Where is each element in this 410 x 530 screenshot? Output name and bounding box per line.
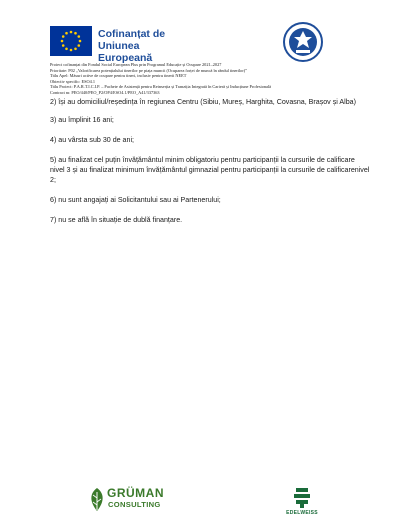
gruman-name: GRÜMAN xyxy=(107,486,164,500)
edelweiss-logo xyxy=(279,488,325,520)
edelweiss-name: EDELWEISS xyxy=(286,510,318,516)
criterion-7: 7) nu se află în situație de dublă finanțare. xyxy=(50,216,183,224)
gruman-subtitle: CONSULTING xyxy=(108,500,161,509)
eu-logo-text xyxy=(98,28,195,64)
eu-logo-line2: Uniunea Europeană xyxy=(98,40,153,64)
eligibility-criteria-list xyxy=(50,97,370,235)
project-info-line: Titlu Apel: Măsuri active de ocupare pentru tineri, inclusiv pentru tinerii NEET xyxy=(50,73,187,79)
project-info-block xyxy=(50,62,370,96)
criterion-5: 5) au finalizat cel puțin învățământul minim obligatoriu pentru participanții la cursurile de calificare nivel 3 și au finalizat minimum învățământul gimnazial pentru participanții la cursurile de calificarenivel 2; xyxy=(50,156,370,184)
project-info-line: Prioritate: P02 „Valorificarea potențialului tinerilor pe piața muncii (Ocuparea forței de muncă în rândul tinerilor)” xyxy=(50,67,248,73)
criterion-6: 6) nu sunt angajați ai Solicitantului sau ai Partenerului; xyxy=(50,196,221,204)
criterion-4: 4) au vârsta sub 30 de ani; xyxy=(50,136,134,144)
leaf-icon xyxy=(88,487,106,513)
project-info-line: Contract nr. PEO/440/PEO_P2/OP4/ESO4.1/PEO_A41/337363 xyxy=(50,89,160,95)
project-info-line: Obiectiv specific: ESO4.1 xyxy=(50,78,95,84)
edelweiss-mark-icon xyxy=(293,488,311,508)
criterion-2: 2) își au domiciliul/reședința în regiunea Centru (Sibiu, Mureș, Harghita, Covasna, Brașov și Alba) xyxy=(50,98,356,106)
criterion-3: 3) au împlinit 16 ani; xyxy=(50,116,114,124)
eu-cofunding-logo xyxy=(50,24,195,64)
project-info-line: Titlu Proiect: P.A.R.T.I.C.I.P. – Pachete de Asistență pentru Reinserția și Tranziția Integrată în Carieră și Inducțiune Profesională xyxy=(50,84,272,90)
project-info-line: Proiect cofinanțat din Fondul Social European Plus prin Programul Educație și Ocupare 2021–2027 xyxy=(50,62,222,67)
government-seal-icon xyxy=(283,22,323,62)
eu-flag-icon xyxy=(50,26,92,56)
gruman-consulting-logo xyxy=(88,486,208,516)
eu-logo-line1: Cofinanțat de xyxy=(98,28,166,40)
